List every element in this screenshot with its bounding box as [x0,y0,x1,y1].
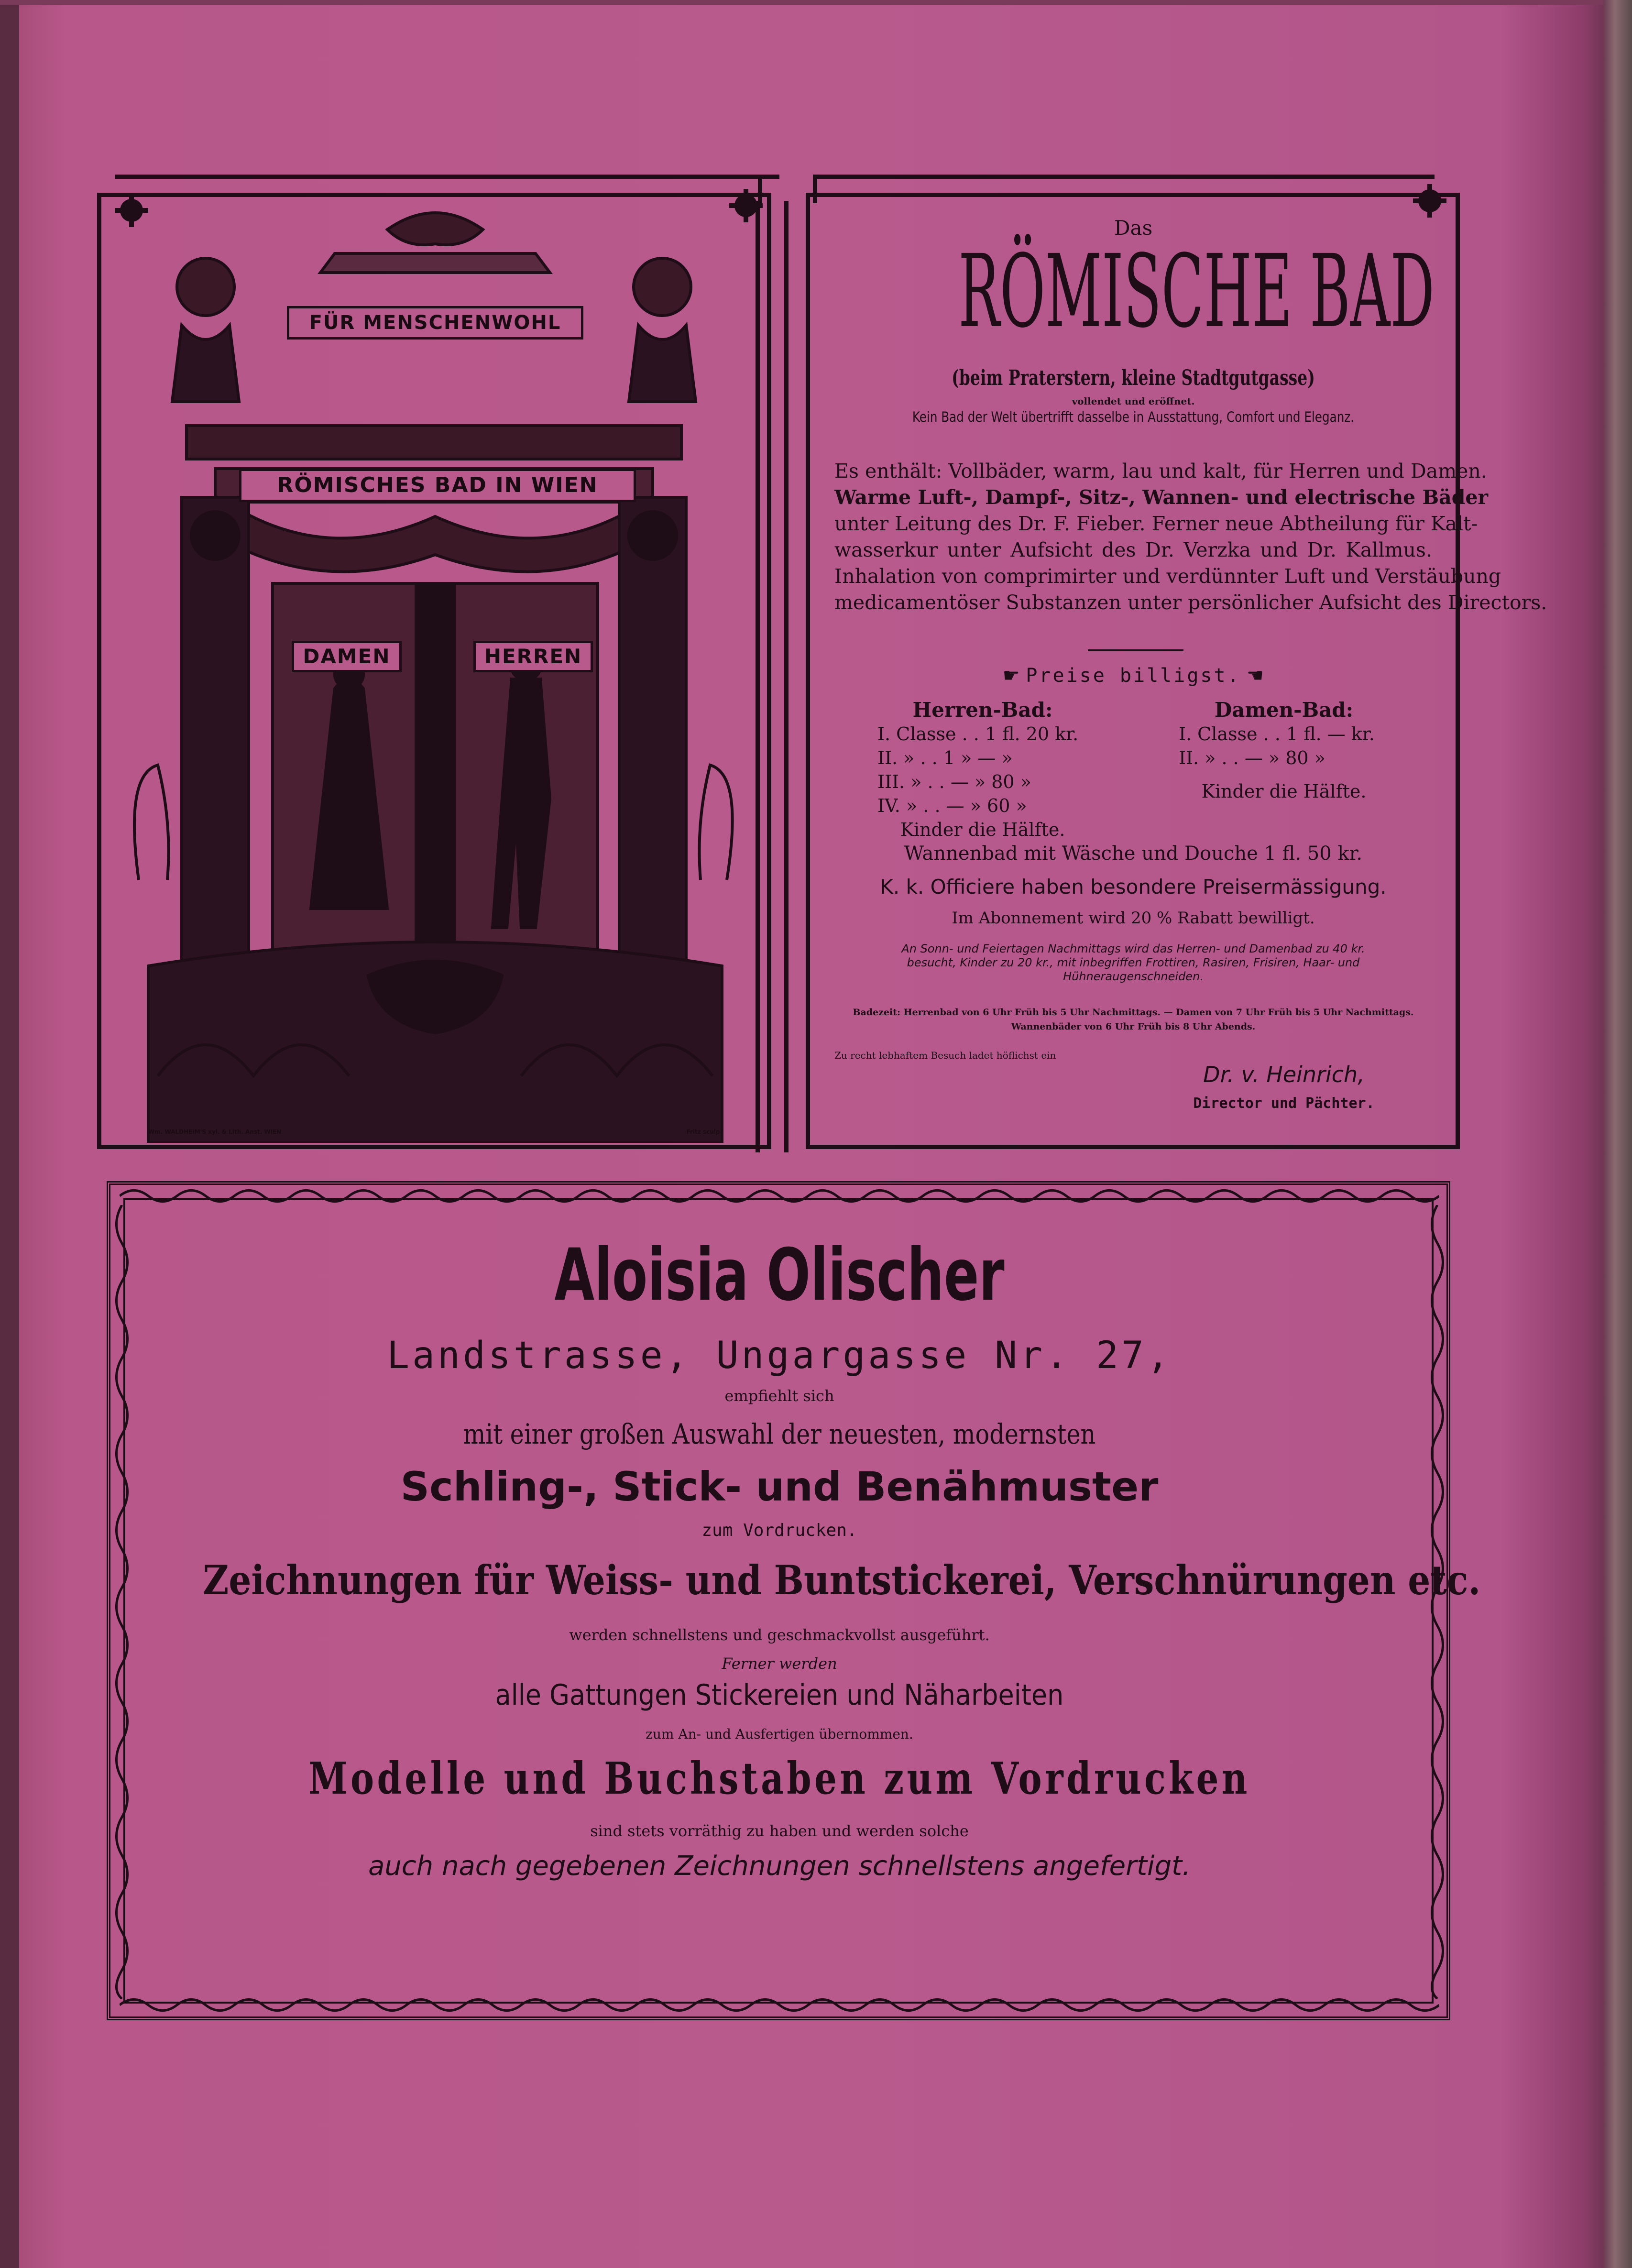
ad-description-line: wasserkur unter Aufsicht des Dr. Verzka und Dr. Kallmus. [834,538,1432,561]
olischer-name: Aloisia Olischer [554,1234,1005,1317]
rail-post [756,201,760,1152]
opening-hours-line: Wannenbäder von 6 Uhr Früh bis 8 Uhr Abends. [1011,1021,1256,1032]
olischer-all-kinds: alle Gattungen Stickereien und Näharbeiten [495,1678,1064,1712]
rail-post [784,201,789,1152]
scroll-border-top [120,1185,1439,1207]
page-top-edge [0,0,1632,5]
roman-bath-advertisement [815,206,1547,1143]
olischer-executed: werden schnellstens und geschmackvollst ausgeführt. [569,1626,990,1644]
ad-title: RÖMISCHE BAD [958,233,1435,350]
herren-heading: Herren-Bad: [912,698,1053,722]
olischer-recommends: empfiehlt sich [724,1387,834,1405]
olischer-accepted: zum An- und Ausfertigen übernommen. [646,1726,913,1742]
subscription-discount: Im Abonnement wird 20 % Rabatt bewilligt. [952,909,1315,928]
top-rail-left [115,175,779,179]
prices-heading-row [815,665,1451,687]
hand-pointer-left-icon: ☛ [1247,665,1264,687]
page-fore-edge [1603,0,1632,2268]
engraving-door-left: DAMEN [292,641,402,672]
herren-row: II. » . . 1 » — » [877,747,1013,768]
damen-heading: Damen-Bad: [1214,698,1354,722]
herren-row: III. » . . — » 80 » [877,771,1031,792]
engraving-imprint-right: Fritz sculp. [686,1129,722,1135]
engraving-imprint-left: Wm. WALDHEIM'S xyl. & Lith. Anst. WIEN [148,1129,282,1135]
sunday-notice-line: Hühneraugenschneiden. [1063,970,1204,983]
ad-article: Das [1114,216,1153,240]
ad-description-line: unter Leitung des Dr. F. Fieber. Ferner neue Abtheilung für Kalt- [834,512,1478,535]
damen-children: Kinder die Hälfte. [1201,781,1367,802]
olischer-further: Ferner werden [722,1654,837,1673]
ad-description-line: Warme Luft-, Dampf-, Sitz-, Wannen- und electrische Bäder [834,486,1489,509]
sunday-notice-line: besucht, Kinder zu 20 kr., mit inbegriffen Frottiren, Rasiren, Frisiren, Haar- und [907,956,1360,969]
herren-children: Kinder die Hälfte. [900,819,1065,840]
herren-row: I. Classe . . 1 fl. 20 kr. [877,723,1079,745]
olischer-models: Modelle und Buchstaben zum Vordrucken [308,1753,1250,1804]
olischer-selection: mit einer großen Auswahl der neuesten, modernsten [463,1418,1096,1450]
damen-row: II. » . . — » 80 » [1179,747,1325,768]
opening-hours-line: Badezeit: Herrenbad von 6 Uhr Früh bis 5 Uhr Nachmittags. — Damen von 7 Uhr Früh bis 5 Uhr Nachmittags. [853,1007,1414,1018]
olischer-in-stock: sind stets vorräthig zu haben und werden solche [590,1822,969,1840]
ad-claim: Kein Bad der Welt übertrifft dasselbe in Ausstattung, Comfort und Eleganz. [912,409,1355,425]
officers-discount: K. k. Officiere haben besondere Preisermässigung. [880,875,1387,898]
engraving-entablature: RÖMISCHES BAD IN WIEN [239,469,636,502]
engraving-banner: FÜR MENSCHENWOHL [287,306,583,340]
ad-status: vollendet und eröffnet. [1072,395,1195,407]
herren-row: IV. » . . — » 60 » [877,795,1027,816]
opening-hours [815,1005,1451,1034]
ad-description-line: Es enthält: Vollbäder, warm, lau und kalt, für Herren und Damen. [834,460,1487,482]
damen-price-list [1160,698,1408,803]
signature-title: Director und Pächter. [1193,1095,1375,1112]
top-rail-right [813,175,1435,179]
ad-location: (beim Praterstern, kleine Stadtgutgasse) [952,366,1315,390]
sunday-notice-line: An Sonn- und Feiertagen Nachmittags wird das Herren- und Damenbad zu 40 kr. [901,942,1365,955]
engraving-door-right: HERREN [473,641,593,672]
prices-heading: Preise billigst. [1026,665,1241,687]
ad-description-line: medicamentöser Substanzen unter persönlicher Aufsicht des Directors. [834,591,1547,614]
tub-bath-price: Wannenbad mit Wäsche und Douche 1 fl. 50 kr. [904,843,1363,865]
roman-bath-engraving [129,201,739,1143]
olischer-predrawing: zum Vordrucken. [701,1521,857,1540]
sunday-notice [815,942,1451,984]
ad-description-line: Inhalation von comprimirter und verdünnter Luft und Verstäubung [834,565,1501,588]
bath-facade-illustration [129,201,739,1143]
scroll-border-bottom [120,1994,1439,2016]
invitation: Zu recht lebhaftem Besuch ladet höflichst ein [834,1050,1056,1061]
herren-price-list [858,698,1107,842]
signature: Dr. v. Heinrich, [1203,1062,1365,1087]
hand-pointer-right-icon: ☛ [1002,665,1020,687]
olischer-address: Landstrasse, Ungargasse Nr. 27, [387,1334,1172,1377]
damen-row: I. Classe . . 1 fl. — kr. [1179,723,1375,745]
page-binding-edge [0,0,19,2268]
olischer-patterns: Schling-, Stick- und Benähmuster [400,1463,1159,1510]
olischer-custom: auch nach gegebenen Zeichnungen schnellstens angefertigt. [368,1851,1191,1882]
rail-post [813,175,817,203]
ad-rule [1088,649,1183,651]
ad-description [834,458,1547,616]
olischer-drawings: Zeichnungen für Weiss- und Buntstickerei, Verschnürungen etc. [203,1556,1481,1604]
